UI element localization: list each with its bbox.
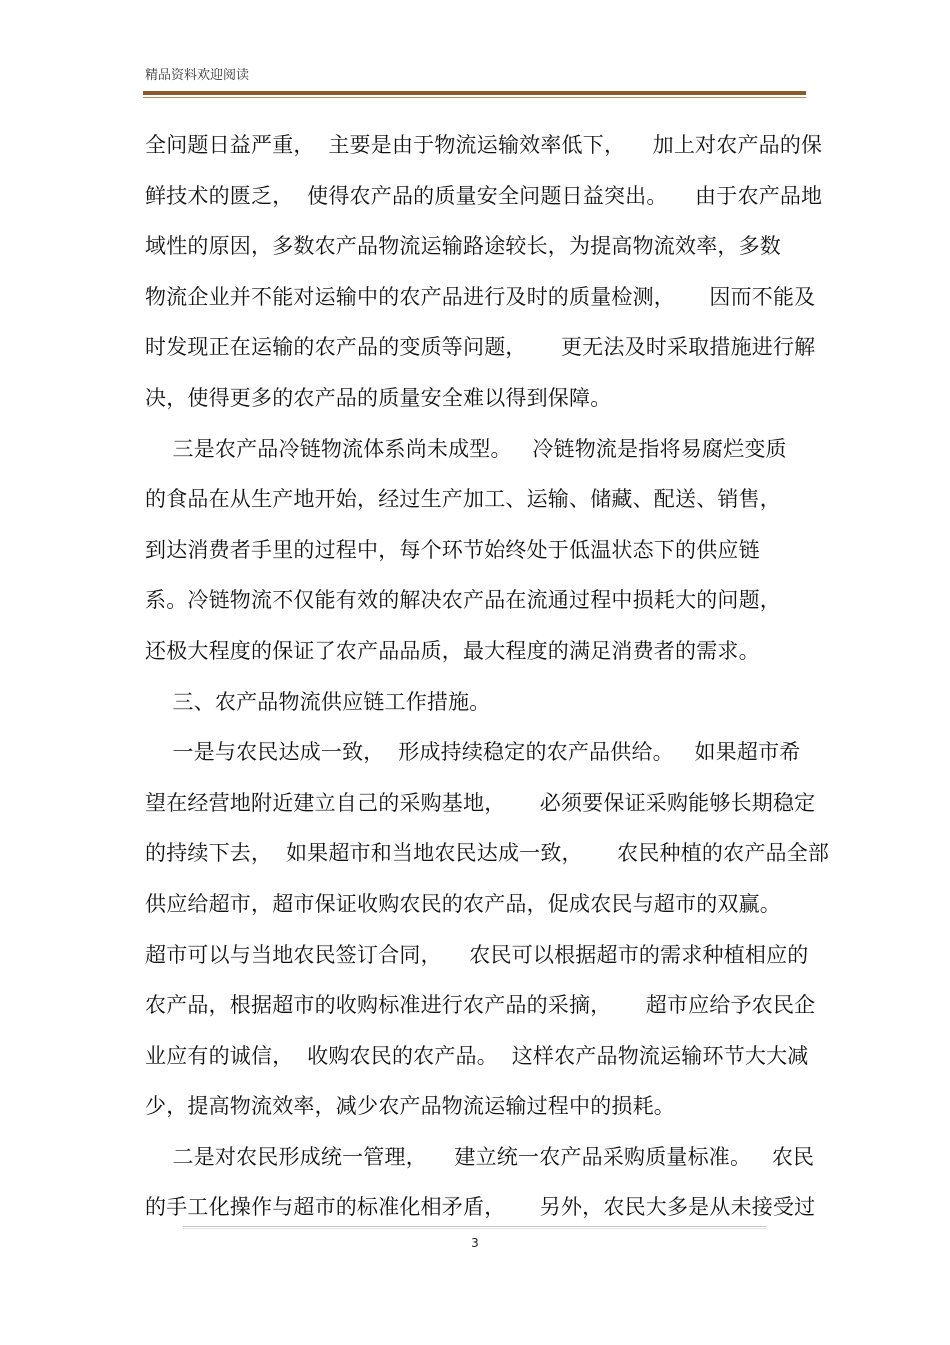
text-line: 超市可以与当地农民签订合同， 农民可以根据超市的需求种植相应的 xyxy=(145,942,809,967)
text-line: 三、农产品物流供应链工作措施。 xyxy=(145,689,491,714)
text-line: 域性的原因，多数农产品物流运输路途较长，为提高物流效率，多数 xyxy=(145,234,781,259)
text-line: 时发现正在运输的农产品的变质等问题， 更无法及时采取措施进行解 xyxy=(145,335,816,360)
text-line: 供应给超市，超市保证收购农民的农产品，促成农民与超市的双赢。 xyxy=(145,891,781,916)
header-rule xyxy=(143,91,806,95)
text-line: 系。冷链物流不仅能有效的解决农产品在流通过程中损耗大的问题， xyxy=(145,588,781,613)
text-line: 少，提高物流效率，减少农产品物流运输过程中的损耗。 xyxy=(145,1094,675,1119)
text-line: 还极大程度的保证了农产品品质，最大程度的满足消费者的需求。 xyxy=(145,638,760,663)
text-line: 到达消费者手里的过程中，每个环节始终处于低温状态下的供应链 xyxy=(145,537,760,562)
text-line: 农产品，根据超市的收购标准进行农产品的采摘， 超市应给予农民企 xyxy=(145,993,816,1018)
text-line: 望在经营地附近建立自己的采购基地， 必须要保证采购能够长期稳定 xyxy=(145,790,816,815)
text-line: 一是与农民达成一致， 形成持续稳定的农产品供给。 如果超市希 xyxy=(145,740,801,765)
text-line: 鲜技术的匮乏， 使得农产品的质量安全问题日益突出。 由于农产品地 xyxy=(145,183,823,208)
text-line: 二是对农民形成统一管理， 建立统一农产品采购质量标准。 农民 xyxy=(145,1144,815,1169)
body-text xyxy=(145,120,830,1233)
text-line: 的手工化操作与超市的标准化相矛盾， 另外，农民大多是从未接受过 xyxy=(145,1195,816,1220)
header-rule-thin xyxy=(143,97,806,98)
text-line: 的食品在从生产地开始，经过生产加工、运输、储藏、配送、销售， xyxy=(145,487,781,512)
page-number: 3 xyxy=(471,1236,479,1250)
text-line: 决，使得更多的农产品的质量安全难以得到保障。 xyxy=(145,385,612,410)
text-line: 业应有的诚信， 收购农民的农产品。 这样农产品物流运输环节大大减 xyxy=(145,1043,809,1068)
footer-rule-shadow xyxy=(183,1228,767,1229)
text-line: 的持续下去， 如果超市和当地农民达成一致， 农民种植的农产品全部 xyxy=(145,841,830,866)
header-text: 精品资料欢迎阅读 xyxy=(145,68,250,83)
text-line: 物流企业并不能对运输中的农产品进行及时的质量检测， 因而不能及 xyxy=(145,284,816,309)
footer-rule xyxy=(183,1226,767,1227)
text-line: 全问题日益严重， 主要是由于物流运输效率低下， 加上对农产品的保 xyxy=(145,133,823,157)
text-line: 三是农产品冷链物流体系尚未成型。 冷链物流是指将易腐烂变质 xyxy=(145,436,787,461)
